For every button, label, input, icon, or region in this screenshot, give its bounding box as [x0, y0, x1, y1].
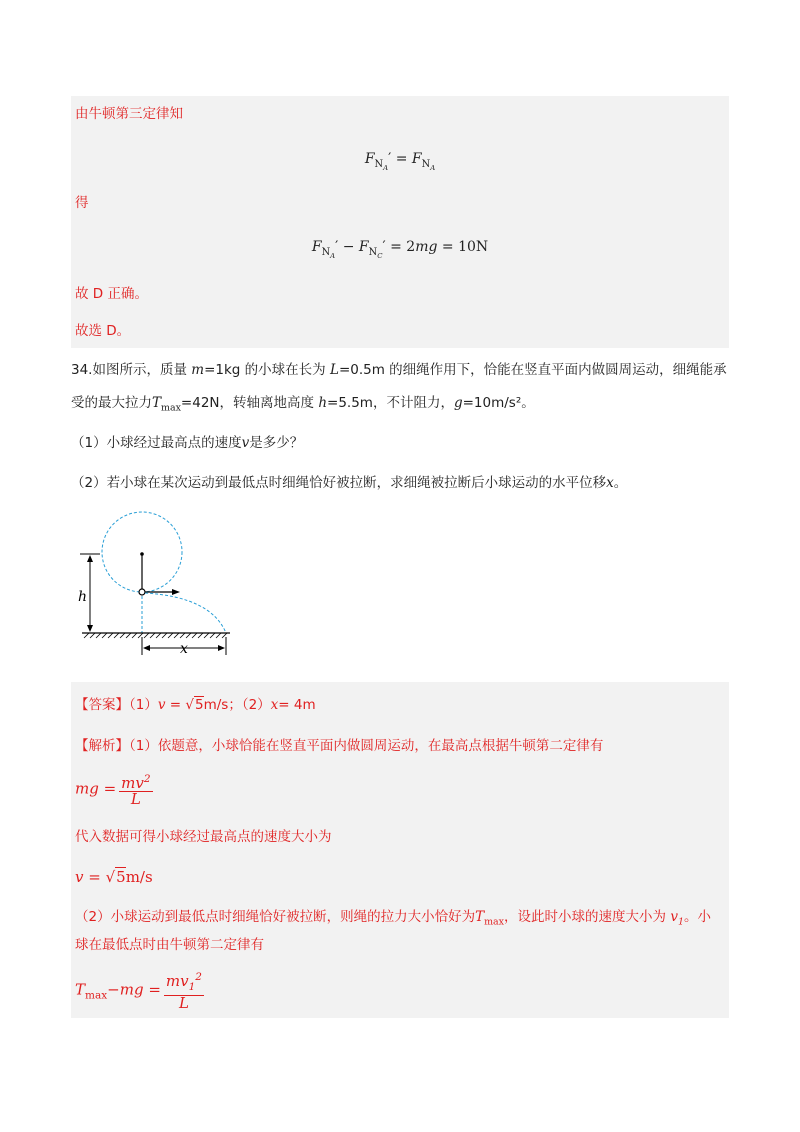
equation-fn-diff: $F_{N_A}' - F_{N_C}' = 2mg = 10N$: [311, 239, 489, 260]
text-d-correct: 故 D 正确。: [75, 286, 148, 302]
analysis-line-3: （2）小球运动到最低点时细绳恰好被拉断，则绳的拉力大小恰好为$T_{max}$，设此时小球的速度大小为 $v_1$。小: [75, 909, 711, 928]
question-line-2: 受的最大拉力$T_{max}=42N$，转轴离地高度 h=5.5m，不计阻力，g=10m/s²。: [71, 395, 535, 414]
circular-motion-diagram: [76, 505, 246, 657]
answer-block: [71, 682, 729, 1018]
equation-v-sqrt5: v = √5m/s: [75, 868, 153, 886]
text-newton-third-law: 由牛顿第三定律知: [75, 106, 183, 122]
question-number: 34.: [71, 362, 93, 378]
equation-fn-equal: $F_{N_A}' = F_{N_A}$: [364, 151, 436, 172]
text-choose-d: 故选 D。: [75, 323, 131, 339]
solution-block-top: [71, 96, 729, 348]
question-sub-2: （2）若小球在某次运动到最低点时细绳恰好被拉断，求细绳被拉断后小球运动的水平位移x。: [71, 475, 628, 491]
analysis-line-2: 代入数据可得小球经过最高点的速度大小为: [75, 829, 332, 845]
equation-mg-mv2-l: mg = $\frac{mv^2}{L}$: [75, 773, 151, 808]
text-de: 得: [75, 195, 89, 211]
analysis-line-1: 【解析】（1）依题意，小球恰能在竖直平面内做圆周运动，在最高点根据牛顿第二定律有: [75, 738, 604, 754]
label-h: h: [78, 589, 88, 605]
analysis-line-4: 球在最低点时由牛顿第二定律有: [75, 937, 264, 953]
question-line-1: 34.如图所示，质量 m=1kg 的小球在长为 L=0.5m 的细绳作用下，恰能在竖直平面内做圆周运动，细绳能承: [71, 362, 727, 378]
equation-tmax: $T_{max}-mg$ = $\frac{mv_1^2}{L}$: [75, 971, 202, 1012]
answer-line: 【答案】（1）v = √5m/s；（2）x= 4m: [75, 697, 316, 713]
question-sub-1: （1）小球经过最高点的速度v是多少？: [71, 435, 304, 451]
label-x: x: [180, 641, 188, 657]
analysis-tag: 【解析】: [75, 738, 129, 754]
answer-tag: 【答案】: [75, 697, 129, 713]
